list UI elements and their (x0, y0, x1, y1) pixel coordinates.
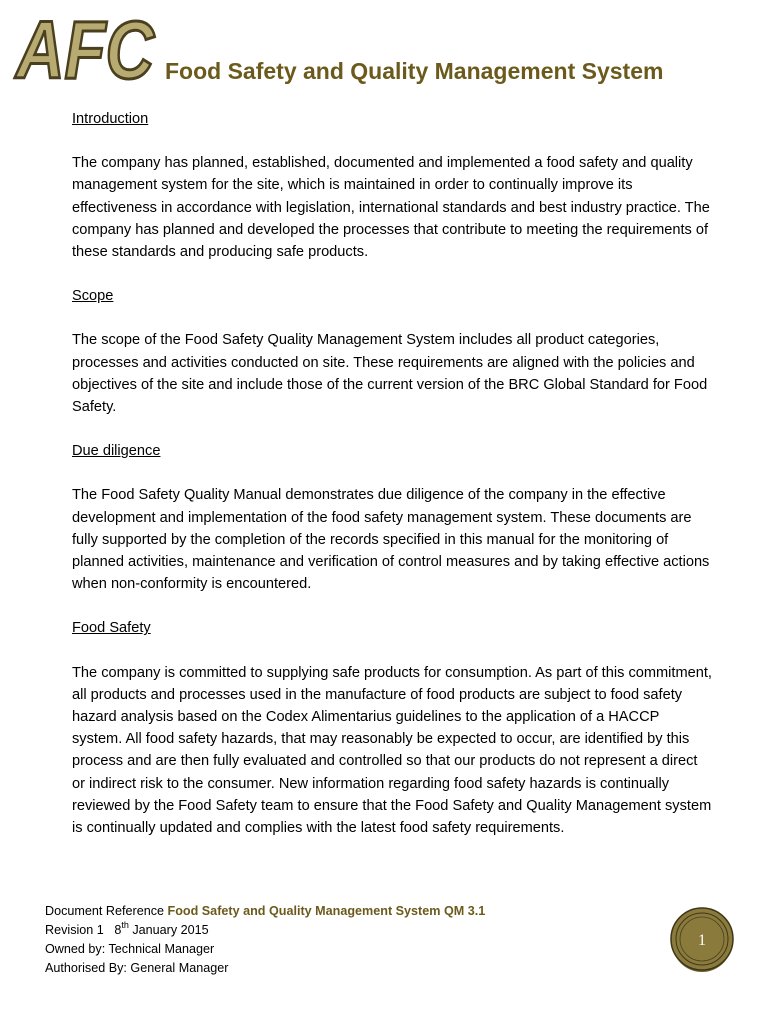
section-food-safety (72, 617, 712, 839)
owned-by: Owned by: Technical Manager (45, 942, 215, 956)
section-heading: Scope (72, 288, 114, 305)
revision-line (45, 921, 485, 940)
section-paragraph: The scope of the Food Safety Quality Management System includes all product categories, processes and activities conducted on site. These requirements are aligned with the policies and objectives of the site and include those of the current version of the BRC Global Standard for Food Safety. (72, 332, 708, 416)
section-heading: Food Safety (72, 620, 151, 637)
logo-text: AFC (14, 5, 156, 96)
document-body (72, 108, 712, 839)
doc-ref-label: Document Reference (45, 904, 165, 918)
revision-label: Revision 1 (45, 923, 104, 937)
document-reference (45, 902, 485, 921)
section-heading: Due diligence (72, 443, 161, 460)
page-number-badge (667, 904, 737, 974)
section-heading: Introduction (72, 111, 149, 127)
doc-ref-value: Food Safety and Quality Management System QM 3.1 (167, 904, 486, 918)
section-due-diligence (72, 440, 712, 595)
section-paragraph: The company has planned, established, documented and implemented a food safety and quality management system for the site, which is maintained in order to continually improve its effectiveness in accordance with legislation, international standards and best industry practice. The company has planned and developed the processes that contribute to meeting the requirements of these standards and producing safe products. (72, 155, 710, 261)
date-day: 8 (114, 923, 122, 937)
date-rest: January 2015 (132, 923, 209, 937)
document-title: Food Safety and Quality Management System (165, 58, 664, 84)
date-suffix: th (121, 919, 129, 930)
authorised-by: Authorised By: General Manager (45, 961, 229, 975)
afc-logo (12, 5, 158, 96)
section-introduction (72, 108, 712, 263)
section-paragraph: The Food Safety Quality Manual demonstrates due diligence of the company in the effective development and implementation of the food safety management system. These documents are fully supported by the completion of the records specified in this manual for the monitoring of planned activities, maintenance and verification of control measures and by taking effective actions when non-conformity is encountered. (72, 487, 710, 593)
document-footer (45, 902, 485, 978)
section-paragraph: The company is committed to supplying safe products for consumption. As part of this commitment, all products and processes used in the manufacture of food products are subject to food safety hazard analysis based on the Codex Alimentarius guidelines to the application of a HACCP system. All food safety hazards, that may reasonably be expected to occur, are identified by this process and are then fully evaluated and controlled so that our products do not represent a direct or indirect risk to the consumer. New information regarding food safety hazards is continually reviewed by the Food Safety team to ensure that the Food Safety and Quality Management system is continually updated and complies with the latest food safety requirements. (72, 664, 712, 837)
section-scope (72, 285, 712, 418)
page-number: 1 (698, 932, 706, 949)
